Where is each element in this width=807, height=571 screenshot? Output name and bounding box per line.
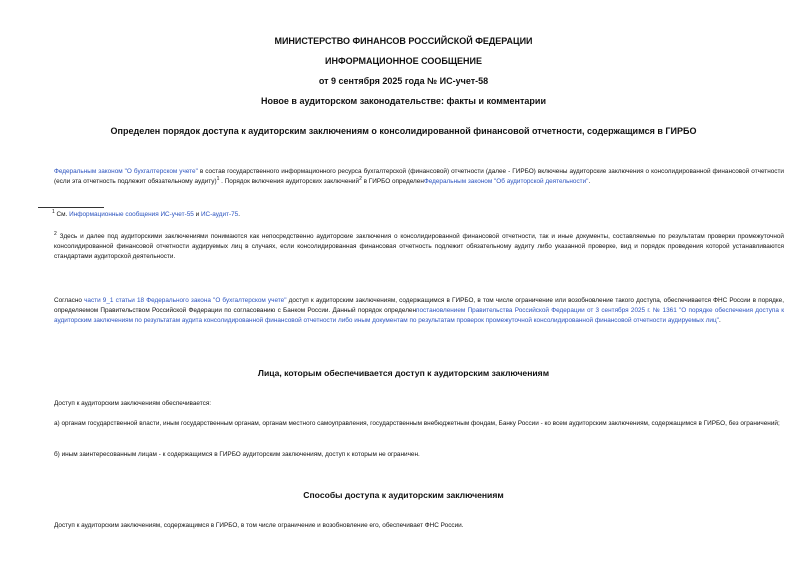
paragraph-access-order-text-2: доступ к аудиторским заключениям, содержащимся в ГИРБО, в том числе ограничение или возобновление такого доступа, обеспечивается ФНС России в порядке, определяемом Правительством Российской Федерации по согласованию с Банком России. Данный порядок определен [54,297,784,315]
section-heading-access-methods: Способы доступа к аудиторским заключениям [303,490,504,500]
paragraph-access-order [38,296,784,327]
link-government-decree-1361[interactable]: постановлением Правительства Российской Федерации от 3 сентября 2025 г. № 1361 "О порядке обеспечения доступа к аудиторским заключениям по результатам аудита консолидированной финансовой отчетности либо иным документам по результатам проверок промежуточной консолидированной финансовой отчетности аудируемых лиц" [54,307,784,325]
list-item-a: а) органам государственной власти, иным государственным органам, органам местного самоуправления, государственным внебюджетным фондам, Банку России - ко всем аудиторским заключениям, содержащимся в ГИРБО, без ограничений; [54,420,780,427]
footnote-1-text-1: См. [54,211,70,218]
ministry-heading: МИНИСТЕРСТВО ФИНАНСОВ РОССИЙСКОЙ ФЕДЕРАЦИИ [274,36,533,46]
footnote-1-marker: 1 [52,208,55,215]
paragraph-access-order-text-1: Согласно [54,297,85,304]
link-federal-law-accounting[interactable]: Федеральным законом "О бухгалтерском учете" [54,168,198,175]
paragraph-access-intro: Доступ к аудиторским заключениям обеспечивается: [54,400,212,407]
paragraph-definition-text: Здесь и далее под аудиторскими заключениями понимаются как непосредственно аудиторские заключения о консолидированной финансовой отчетности, так и иные документы, составляемые по результатам проверки промежуточной консолидированной финансовой отчетности аудируемых лиц в случаях, если консолидированная финансовая отчетность подлежит обязательному аудиту либо указанной проверке, вид и порядок проведения которой устанавливаются стандартами аудиторской деятельности. [54,233,784,261]
paragraph-intro-text-2: . Порядок включения аудиторских заключений [219,178,360,186]
link-is-audit-75[interactable]: ИС-аудит-75 [200,211,239,218]
footnote-1-text-2: и [193,211,201,218]
footnote-2-marker: 2 [54,230,57,237]
footnote-1 [52,210,240,220]
document-date: от 9 сентября 2025 года № ИС-учет-58 [318,76,489,86]
link-federal-law-audit[interactable]: Федеральным законом "Об аудиторской деятельности" [423,178,589,186]
link-info-is-uchet-55[interactable]: Информационные сообщения ИС-учет-55 [69,211,194,218]
list-item-b: б) иным заинтересованным лицам - к содержащимся в ГИРБО аудиторским заключениям, доступ к которым не ограничен. [54,451,420,458]
paragraph-intro-text-3: в ГИРБО определен [361,178,424,186]
paragraph-access-methods: Доступ к аудиторским заключениям, содержащимся в ГИРБО, в том числе ограничение и возобновление его, обеспечивает ФНС России. [54,522,464,529]
paragraph-intro-text-1: в состав государственного информационного ресурса бухгалтерской (финансовой) отчетности (далее - ГИРБО) включены аудиторские заключения о консолидированной финансовой отчетности (если эта отчетность подлежит обязательному аудиту) [54,168,784,186]
footnote-ref-1[interactable]: 1 [216,176,220,183]
footnote-separator [38,207,104,208]
link-article-18-part-9-1[interactable]: части 9_1 статьи 18 Федерального закона "О бухгалтерском учете" [84,297,287,304]
main-title: Определен порядок доступа к аудиторским заключениям о консолидированной финансовой отчетности, содержащимся в ГИРБО [110,126,697,136]
footnote-1-text-3: . [238,211,240,218]
document-type: ИНФОРМАЦИОННОЕ СООБЩЕНИЕ [325,56,482,66]
section-heading-access-persons: Лица, которым обеспечивается доступ к аудиторским заключениям [257,368,550,378]
paragraph-intro-text-4: . [588,178,591,186]
document-subtitle: Новое в аудиторском законодательстве: факты и комментарии [261,96,546,106]
paragraph-intro [38,167,784,187]
paragraph-definition [38,232,784,263]
footnote-ref-2[interactable]: 2 [359,176,362,183]
paragraph-access-order-text-3: . [718,317,721,325]
